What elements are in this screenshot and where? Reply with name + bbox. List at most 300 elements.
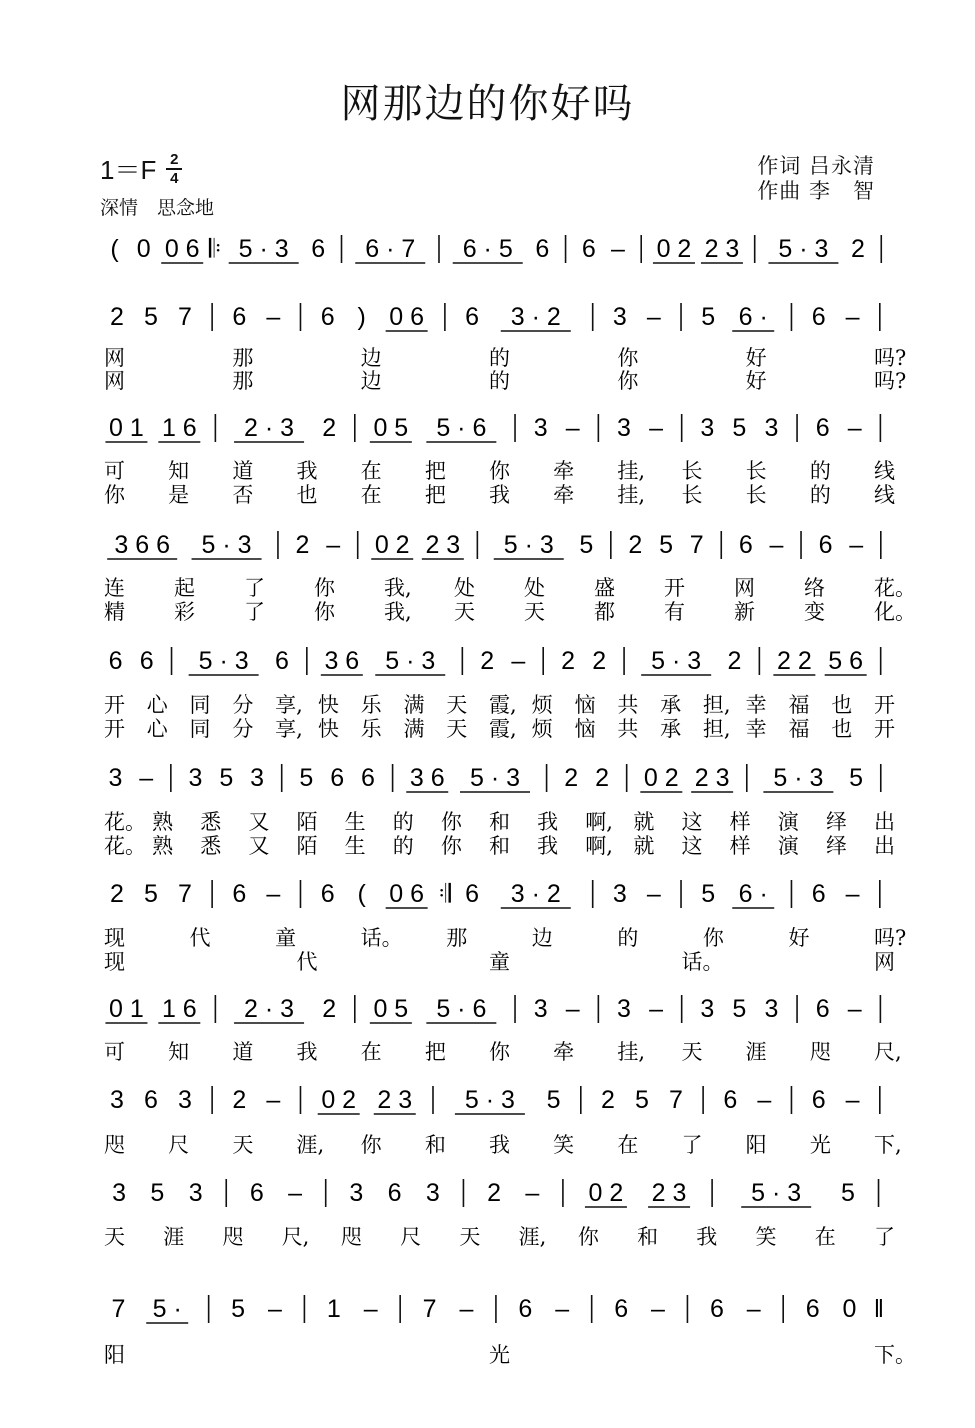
lyric: 你 [314, 576, 335, 600]
lyric: 同 [189, 693, 211, 717]
lyric: 边 [360, 346, 382, 370]
note: 0 2 [321, 1086, 357, 1114]
time-signature-bottom: 4 [170, 169, 179, 187]
lyric: 天 [459, 1225, 481, 1249]
note: 5 [219, 764, 234, 792]
system-7 [104, 880, 906, 974]
lyric: 也 [296, 483, 318, 507]
note: 2 [851, 235, 865, 263]
note: 0 5 [373, 414, 409, 442]
lyric: 下, [874, 1133, 902, 1157]
lyric: 光 [489, 1343, 510, 1367]
lyric: 好 [788, 926, 810, 950]
note: – [746, 1295, 761, 1323]
note: 3 [108, 764, 123, 792]
note: 0 5 [373, 995, 409, 1023]
note: 7 [177, 303, 192, 331]
lyric: 花。 [104, 810, 146, 834]
note: 5 · 3 [503, 531, 554, 559]
note: 5 [840, 1179, 855, 1207]
lyric: 你 [440, 810, 462, 834]
lyric: 把 [424, 483, 446, 507]
note: 6 [465, 303, 480, 331]
note: 7 [177, 880, 192, 908]
lyric: 长 [681, 459, 703, 483]
lyric: 光 [809, 1133, 831, 1157]
lyric: 幸 [745, 693, 767, 717]
lyric: 开 [874, 717, 895, 741]
note: 3 [188, 764, 203, 792]
note: 5 [659, 531, 673, 559]
note: 3 6 [324, 647, 360, 675]
note: 3 [612, 303, 627, 331]
note: – [266, 1086, 281, 1114]
lyric: 你 [489, 1040, 510, 1064]
note: – [139, 764, 154, 792]
note: 5 · 3 [198, 647, 249, 675]
lyric: 知 [168, 1040, 190, 1064]
lyric: 都 [594, 600, 615, 624]
lyric: 享, [275, 693, 303, 717]
note: 2 [727, 647, 742, 675]
note: 2 [110, 880, 124, 908]
note: 6 [738, 531, 753, 559]
expression-mark: 深情 思念地 [100, 197, 215, 219]
time-signature-top: 2 [170, 150, 179, 168]
note: 1 6 [161, 414, 197, 442]
lyric: 咫 [809, 1040, 831, 1064]
note: 5 · 3 [778, 235, 829, 263]
note: 3 [349, 1179, 364, 1207]
lyric: 生 [344, 834, 366, 858]
lyric: 你 [314, 600, 335, 624]
lyric: 承 [660, 717, 682, 741]
note: 7 [422, 1295, 437, 1323]
lyric: 就 [633, 834, 655, 858]
lyric: 尺, [874, 1040, 902, 1064]
lyric: 化。 [874, 600, 916, 624]
note: 3 [533, 995, 548, 1023]
lyric: 同 [189, 717, 211, 741]
note: 3 [764, 414, 779, 442]
lyric: 咫 [222, 1225, 244, 1249]
note: 5 · 3 [238, 235, 289, 263]
note: 2 [601, 1086, 615, 1114]
lyric: 我 [537, 810, 559, 834]
lyric: 好 [745, 346, 767, 370]
note: 5 · 3 [469, 764, 521, 792]
lyric: 在 [360, 459, 382, 483]
lyric: 好 [745, 369, 767, 393]
note: 𝄆 [208, 235, 222, 263]
lyric: 那 [232, 369, 254, 393]
lyric: 现 [104, 926, 125, 950]
note: – [849, 531, 864, 559]
note: 6 [614, 1295, 629, 1323]
lyric: 演 [777, 834, 799, 858]
note: – [525, 1179, 540, 1207]
lyric: 网 [104, 369, 125, 393]
note: 6 [818, 531, 833, 559]
lyric: 霞, [489, 717, 517, 741]
lyric: 涯, [518, 1225, 547, 1249]
lyric: 你 [104, 483, 125, 507]
lyric: 我 [296, 1040, 318, 1064]
note: 6 · 7 [365, 235, 416, 263]
lyric: 绎 [825, 834, 847, 858]
lyric: 烦 [531, 717, 553, 741]
lyric: 尺 [400, 1225, 422, 1249]
lyric: 天 [524, 600, 545, 624]
note: 5 [849, 764, 864, 792]
note: – [845, 1086, 860, 1114]
lyric: 开 [104, 693, 125, 717]
note: – [646, 880, 661, 908]
lyric: 霞, [489, 693, 517, 717]
lyric: 福 [788, 693, 810, 717]
note: 5 · [152, 1295, 182, 1323]
lyric: 处 [454, 576, 475, 600]
note: 6 [535, 235, 550, 263]
note: 6 [320, 880, 335, 908]
lyric: 涯, [296, 1133, 325, 1157]
note: 3 6 6 [114, 531, 170, 559]
lyric: 开 [104, 717, 125, 741]
note: 3 [700, 995, 715, 1023]
lyric: 咫 [340, 1225, 362, 1249]
lyric: 熟 [152, 834, 174, 858]
lyric: 天 [446, 717, 468, 741]
note: 2 3 [694, 764, 730, 792]
note: – [459, 1295, 474, 1323]
note: 2 [595, 764, 609, 792]
note: 6 [709, 1295, 724, 1323]
note: 6 [815, 995, 830, 1023]
note: 5 · 3 [464, 1086, 515, 1114]
lyric: 盛 [594, 576, 615, 600]
note: 0 6 [389, 880, 425, 908]
note: 5 [701, 880, 716, 908]
note: 2 [561, 647, 576, 675]
lyric: 线 [874, 483, 895, 507]
system-6 [104, 764, 895, 858]
lyric: 的 [809, 459, 831, 483]
note: 2 3 [651, 1179, 687, 1207]
lyric: 悉 [200, 810, 222, 834]
lyric: 涯 [745, 1040, 767, 1064]
lyric: 我 [296, 459, 318, 483]
lyric: 网 [104, 346, 125, 370]
lyric: 悉 [200, 834, 222, 858]
note: 6 [361, 764, 375, 792]
lyric: 和 [424, 1133, 446, 1157]
note: 2 [295, 531, 310, 559]
lyric: 你 [617, 369, 639, 393]
note: 6 [811, 880, 826, 908]
note: 0 6 [389, 303, 425, 331]
note: 0 1 [109, 414, 144, 442]
lyric: 快 [317, 693, 339, 717]
lyric: 天 [446, 693, 468, 717]
note: 3 [617, 414, 631, 442]
lyric: 牵 [553, 1040, 575, 1064]
note: 3 [425, 1179, 440, 1207]
note: – [267, 1295, 282, 1323]
note: 2 3 [425, 531, 461, 559]
note: 7 [668, 1086, 683, 1114]
lyric: 这 [681, 810, 703, 834]
note: 0 2 [656, 235, 692, 263]
note: 5 · 3 [751, 1179, 802, 1207]
lyric: 网 [874, 950, 895, 974]
system-2 [104, 303, 906, 393]
lyric: 知 [168, 459, 190, 483]
lyric: 长 [745, 459, 767, 483]
note: 5 · 3 [385, 647, 436, 675]
lyric: 吗? [874, 346, 907, 370]
lyric: 咫 [104, 1133, 125, 1157]
note: – [565, 995, 580, 1023]
lyric: 的 [392, 810, 414, 834]
system-11 [104, 1295, 916, 1367]
lyric: 在 [360, 1040, 382, 1064]
note: – [845, 303, 860, 331]
note: 5 [231, 1295, 246, 1323]
lyric: 我, [384, 600, 412, 624]
lyric: 担, [702, 717, 731, 741]
lyric: 阳 [745, 1133, 767, 1157]
note: – [266, 880, 281, 908]
system-1 [110, 235, 881, 263]
lyric: 牵 [553, 459, 575, 483]
system-3 [104, 414, 895, 507]
lyric: 满 [403, 717, 425, 741]
lyric: 络 [804, 576, 825, 600]
note: 2 [232, 1086, 247, 1114]
lyric: 又 [248, 810, 270, 834]
note: 0 6 [164, 235, 200, 263]
note: 5 [546, 1086, 561, 1114]
note: 2 [564, 764, 579, 792]
lyric: 乐 [360, 693, 382, 717]
lyric: 代 [189, 926, 211, 950]
note: 6 [232, 880, 247, 908]
lyric: 开 [664, 576, 685, 600]
lyric: 挂, [617, 483, 646, 507]
lyric: 彩 [174, 600, 195, 624]
lyric: 在 [814, 1225, 836, 1249]
lyric: 你 [440, 834, 462, 858]
note: 6 [518, 1295, 533, 1323]
note: 6 [581, 235, 596, 263]
note: 2 3 [704, 235, 740, 263]
lyric: 可 [104, 1040, 125, 1064]
lyric: 你 [360, 1133, 382, 1157]
note: ) [357, 303, 366, 331]
lyric: 连 [104, 576, 125, 600]
note: 0 1 [109, 995, 144, 1023]
note: 6 · [738, 303, 768, 331]
lyric: 在 [360, 483, 382, 507]
note: 6 [274, 647, 289, 675]
lyric: 那 [446, 926, 468, 950]
note: 5 · 3 [773, 764, 824, 792]
key-label: 1＝F [100, 155, 157, 185]
note: 6 [330, 764, 345, 792]
note: 6 [465, 880, 480, 908]
lyric: 是 [168, 483, 190, 507]
lyric: 这 [681, 834, 703, 858]
lyric: 共 [617, 717, 639, 741]
note: – [651, 1295, 665, 1323]
lyric: 长 [681, 483, 703, 507]
lyric: 有 [664, 600, 685, 624]
lyric: 你 [577, 1225, 599, 1249]
lyric: 天 [232, 1133, 254, 1157]
note: – [610, 235, 625, 263]
lyric: 就 [633, 810, 655, 834]
system-9 [104, 1086, 902, 1157]
lyric: 笑 [755, 1225, 777, 1249]
lyric: 享, [275, 717, 303, 741]
note: 3 [764, 995, 779, 1023]
note: – [757, 1086, 772, 1114]
lyric: 涯 [163, 1225, 185, 1249]
note: 6 [805, 1295, 820, 1323]
lyric: 熟 [152, 810, 174, 834]
lyric: 绎 [825, 810, 847, 834]
lyric: 分 [232, 693, 254, 717]
note: 5 [579, 531, 594, 559]
lyric: 我 [537, 834, 559, 858]
note: 2 2 [776, 647, 812, 675]
lyricist-credit: 作词 吕永清 [757, 154, 875, 178]
lyric: 幸 [745, 717, 767, 741]
note: – [326, 531, 341, 559]
lyric: 童 [489, 950, 510, 974]
note: 6 [249, 1179, 264, 1207]
note: – [288, 1179, 303, 1207]
lyric: 的 [809, 483, 831, 507]
system-5 [104, 647, 895, 741]
note: 3 [188, 1179, 203, 1207]
note: 3 [617, 995, 631, 1023]
lyric: 的 [617, 926, 639, 950]
lyric: 可 [104, 459, 125, 483]
note: 0 [136, 235, 151, 263]
lyric: 了 [874, 1225, 895, 1249]
note: – [769, 531, 784, 559]
note: 2 [322, 414, 337, 442]
lyric: 花。 [104, 834, 146, 858]
system-10 [104, 1179, 895, 1249]
lyric: 把 [424, 1040, 446, 1064]
lyric: 了 [681, 1133, 703, 1157]
lyric: 道 [232, 459, 254, 483]
note: 5 [144, 880, 158, 908]
note: 5 [701, 303, 716, 331]
lyric: 了 [244, 576, 265, 600]
lyric: 变 [804, 600, 825, 624]
note: – [565, 414, 580, 442]
lyric: 处 [524, 576, 545, 600]
lyric: 心 [146, 693, 168, 717]
lyric: 新 [734, 600, 755, 624]
lyric: 尺, [281, 1225, 310, 1249]
lyric: 道 [232, 1040, 254, 1064]
lyric: 满 [403, 693, 425, 717]
composer-credit: 作曲 李 智 [757, 179, 875, 203]
lyric: 又 [248, 834, 270, 858]
lyric: 笑 [553, 1133, 575, 1157]
lyric: 边 [360, 369, 382, 393]
note: – [511, 647, 526, 675]
note: 0 2 [374, 531, 410, 559]
lyric: 挂, [617, 459, 646, 483]
lyric: 的 [489, 346, 510, 370]
note: 2 3 [377, 1086, 413, 1114]
lyric: 生 [344, 810, 366, 834]
note: 5 · 3 [201, 531, 252, 559]
lyric: 乐 [360, 717, 382, 741]
lyric: 开 [874, 693, 895, 717]
note: 2 · 3 [244, 414, 295, 442]
note: ( [110, 235, 119, 263]
note: 3 [110, 1086, 124, 1114]
note: ( [357, 880, 366, 908]
lyric: 样 [729, 834, 751, 858]
note: 3 [612, 880, 627, 908]
note: 5 [732, 414, 747, 442]
note: 3 [250, 764, 265, 792]
note: – [845, 880, 860, 908]
lyric: 你 [489, 459, 510, 483]
note: 2 [628, 531, 643, 559]
note: 2 · 3 [244, 995, 295, 1023]
note: 5 [144, 303, 158, 331]
note: – [555, 1295, 570, 1323]
lyric: 共 [617, 693, 639, 717]
lyric: 出 [874, 834, 895, 858]
note: 6 [232, 303, 247, 331]
lyric: 分 [232, 717, 254, 741]
note: 5 · 6 [436, 995, 487, 1023]
lyric: 我, [384, 576, 412, 600]
lyric: 和 [637, 1225, 659, 1249]
lyric: 你 [617, 346, 639, 370]
lyric: 恼 [574, 717, 596, 741]
lyric: 花。 [874, 576, 916, 600]
note: 6 [311, 235, 326, 263]
note: 7 [689, 531, 704, 559]
note: 1 6 [161, 995, 197, 1023]
lyric: 天 [454, 600, 475, 624]
lyric: 吗? [874, 926, 907, 950]
note: 3 · 2 [510, 303, 561, 331]
lyric: 恼 [574, 693, 596, 717]
lyric: 样 [729, 810, 751, 834]
note: 5 [732, 995, 747, 1023]
note: – [363, 1295, 378, 1323]
song-title: 网那边的你好吗 [340, 81, 635, 127]
note: – [847, 995, 862, 1023]
note: 2 [487, 1179, 501, 1207]
note: 3 [700, 414, 715, 442]
note: 5 [150, 1179, 165, 1207]
note: 5 [299, 764, 314, 792]
lyric: 网 [734, 576, 755, 600]
lyric: 心 [146, 717, 168, 741]
